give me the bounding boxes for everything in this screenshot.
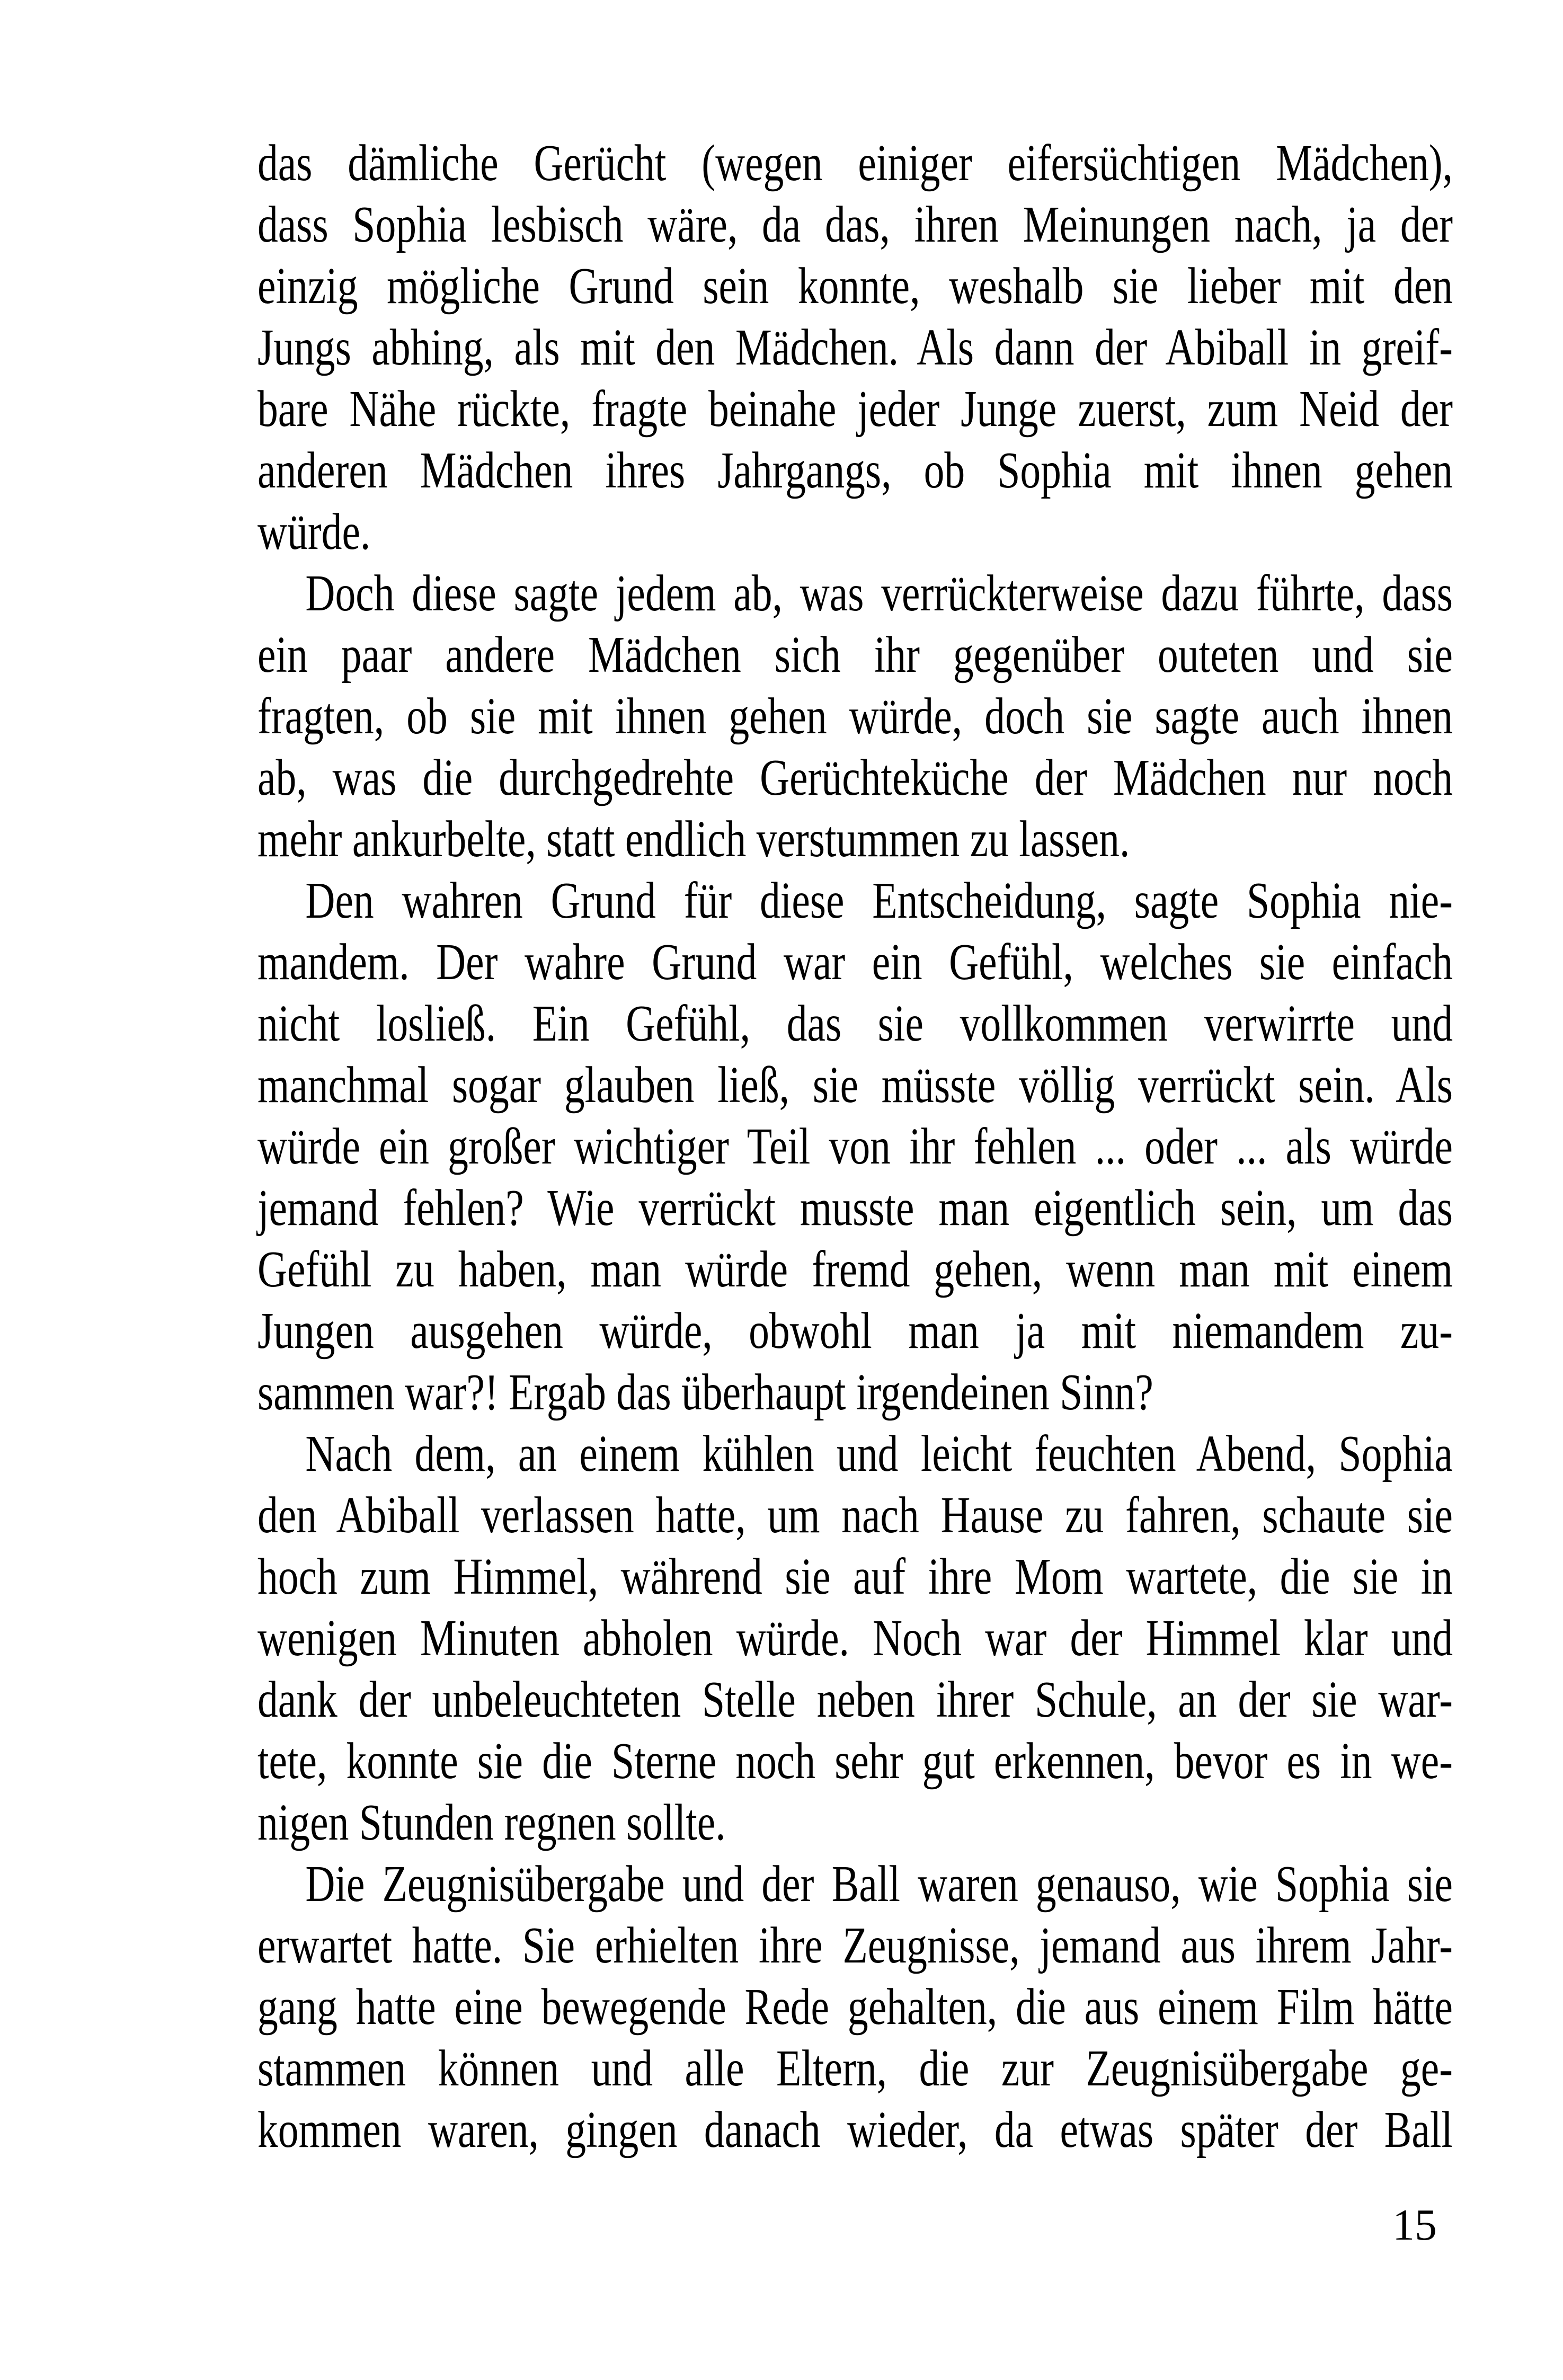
text-line: tete, konnte sie die Sterne noch sehr gut erkennen, bevor es in we- xyxy=(257,1733,1453,1789)
paragraph xyxy=(257,563,1453,870)
text-line: ab, was die durchgedrehte Gerüchteküche der Mädchen nur noch xyxy=(257,749,1453,806)
text-line: Die Zeugnisübergabe und der Ball waren genauso, wie Sophia sie xyxy=(305,1855,1453,1912)
text-line: anderen Mädchen ihres Jahrgangs, ob Sophia mit ihnen gehen xyxy=(257,442,1453,499)
text-line: Doch diese sagte jedem ab, was verrückterweise dazu führte, dass xyxy=(305,565,1453,621)
paragraph xyxy=(257,132,1453,563)
page-number: 15 xyxy=(1392,2200,1437,2250)
text-line: Den wahren Grund für diese Entscheidung, sagte Sophia nie- xyxy=(305,872,1453,929)
text-line: dank der unbeleuchteten Stelle neben ihrer Schule, an der sie war- xyxy=(257,1671,1453,1728)
text-line: mandem. Der wahre Grund war ein Gefühl, welches sie einfach xyxy=(257,934,1453,990)
text-line: den Abiball verlassen hatte, um nach Hause zu fahren, schaute sie xyxy=(257,1487,1453,1543)
text-line: wenigen Minuten abholen würde. Noch war der Himmel klar und xyxy=(257,1610,1453,1666)
text-line: würde ein großer wichtiger Teil von ihr fehlen ... oder ... als würde xyxy=(257,1118,1453,1175)
text-line: würde. xyxy=(257,503,371,560)
text-line: Nach dem, an einem kühlen und leicht feuchten Abend, Sophia xyxy=(305,1425,1453,1482)
text-line: sammen war?! Ergab das überhaupt irgendeinen Sinn? xyxy=(257,1364,1153,1420)
text-line: hoch zum Himmel, während sie auf ihre Mom wartete, die sie in xyxy=(257,1548,1453,1605)
text-line: einzig mögliche Grund sein konnte, weshalb sie lieber mit den xyxy=(257,257,1453,314)
text-line: mehr ankurbelte, statt endlich verstummen zu lassen. xyxy=(257,811,1130,867)
text-line: kommen waren, gingen danach wieder, da etwas später der Ball xyxy=(257,2101,1453,2158)
paragraph xyxy=(257,870,1453,1423)
text-line: nigen Stunden regnen sollte. xyxy=(257,1794,726,1851)
text-line: Gefühl zu haben, man würde fremd gehen, wenn man mit einem xyxy=(257,1241,1453,1298)
text-line: jemand fehlen? Wie verrückt musste man eigentlich sein, um das xyxy=(257,1179,1453,1236)
text-line: nicht losließ. Ein Gefühl, das sie vollkommen verwirrte und xyxy=(257,995,1453,1052)
text-line: fragten, ob sie mit ihnen gehen würde, doch sie sagte auch ihnen xyxy=(257,688,1453,744)
text-line: erwartet hatte. Sie erhielten ihre Zeugnisse, jemand aus ihrem Jahr- xyxy=(257,1917,1453,1974)
text-line: Jungs abhing, als mit den Mädchen. Als dann der Abiball in greif- xyxy=(257,319,1453,376)
paragraph xyxy=(257,1423,1453,1853)
text-line: gang hatte eine bewegende Rede gehalten, die aus einem Film hätte xyxy=(257,1978,1453,2035)
text-line: Jungen ausgehen würde, obwohl man ja mit niemandem zu- xyxy=(257,1302,1453,1359)
text-line: bare Nähe rückte, fragte beinahe jeder Junge zuerst, zum Neid der xyxy=(257,380,1453,437)
text-line: stammen können und alle Eltern, die zur Zeugnisübergabe ge- xyxy=(257,2040,1453,2097)
body-text xyxy=(257,132,1453,2161)
text-line: das dämliche Gerücht (wegen einiger eifersüchtigen Mädchen), xyxy=(257,135,1453,191)
text-line: manchmal sogar glauben ließ, sie müsste völlig verrückt sein. Als xyxy=(257,1056,1453,1113)
paragraph xyxy=(257,1853,1453,2161)
text-line: dass Sophia lesbisch wäre, da das, ihren Meinungen nach, ja der xyxy=(257,196,1453,253)
text-line: ein paar andere Mädchen sich ihr gegenüber outeten und sie xyxy=(257,626,1453,683)
